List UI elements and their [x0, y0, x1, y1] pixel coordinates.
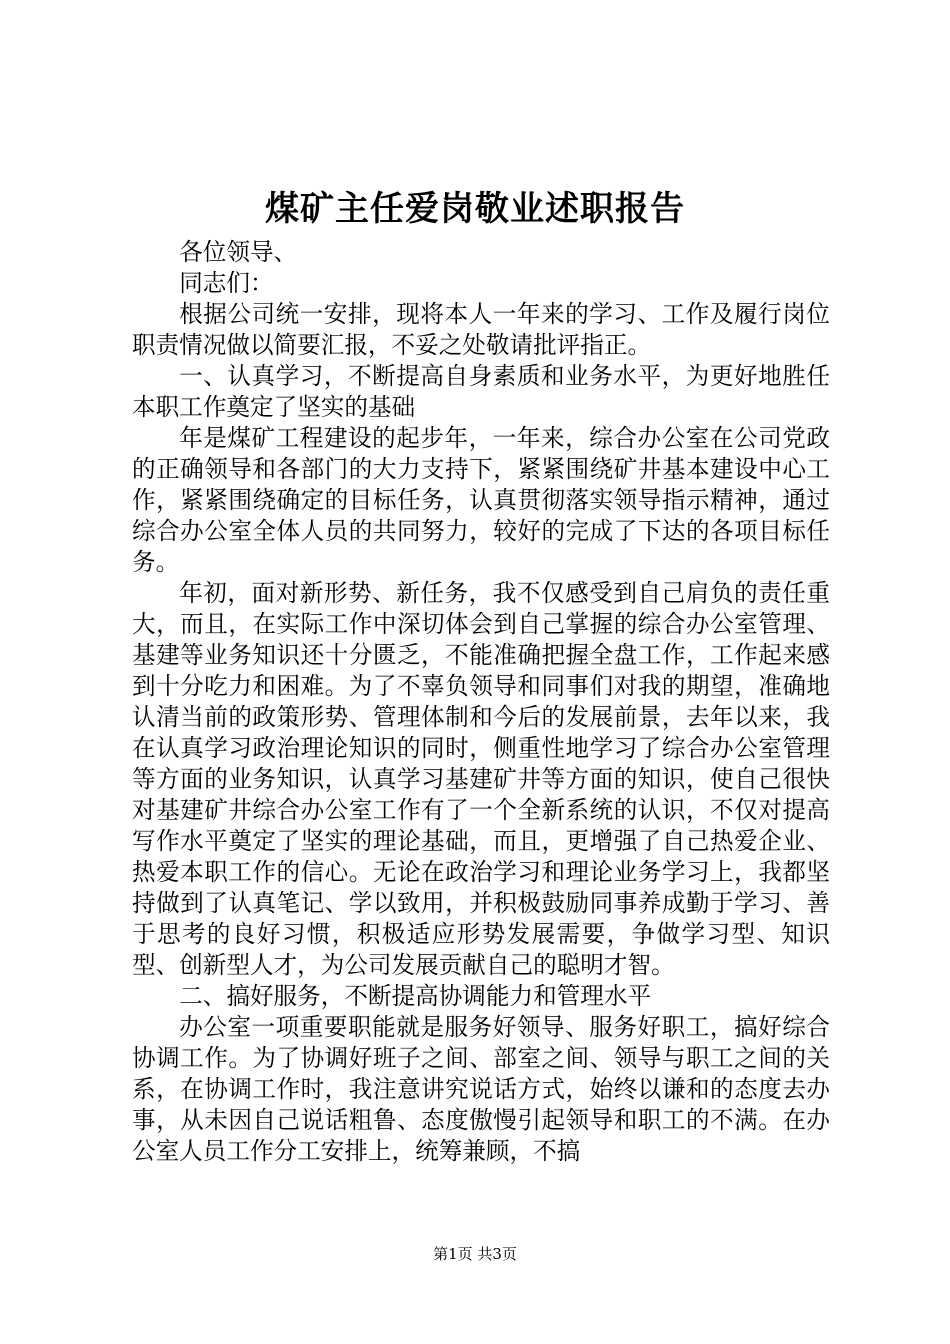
document-body — [132, 237, 830, 1167]
section-heading: 一、认真学习，不断提高自身素质和业务水平，为更好地胜任本职工作奠定了坚实的基础 — [132, 362, 830, 421]
page-number-footer: 第1页 共3页 — [433, 1245, 517, 1263]
document-title: 煤矿主任爱岗敬业述职报告 — [265, 189, 685, 229]
body-paragraph: 根据公司统一安排，现将本人一年来的学习、工作及履行岗位职责情况做以简要汇报，不妥之处敬请批评指正。 — [132, 300, 830, 359]
body-paragraph: 年是煤矿工程建设的起步年，一年来，综合办公室在公司党政的正确领导和各部门的大力支持下，紧紧围绕矿井基本建设中心工作，紧紧围绕确定的目标任务，认真贯彻落实领导指示精神，通过综合办公室全体人员的共同努力，较好的完成了下达的各项目标任务。 — [132, 424, 830, 576]
salutation-line: 同志们： — [179, 269, 274, 297]
section-heading: 二、搞好服务，不断提高协调能力和管理水平 — [179, 982, 652, 1010]
body-paragraph: 办公室一项重要职能就是服务好领导、服务好职工，搞好综合协调工作。为了协调好班子之间、部室之间、领导与职工之间的关系，在协调工作时，我注意讲究说话方式，始终以谦和的态度去办事，从未因自己说话粗鲁、态度傲慢引起领导和职工的不满。在办公室人员工作分工安排上，统筹兼顾，不搞 — [132, 1013, 830, 1165]
salutation-line: 各位领导、 — [179, 238, 298, 266]
body-paragraph: 年初，面对新形势、新任务，我不仅感受到自己肩负的责任重大，而且，在实际工作中深切体会到自己掌握的综合办公室管理、基建等业务知识还十分匮乏，不能准确把握全盘工作，工作起来感到十分吃力和困难。为了不辜负领导和同事们对我的期望，准确地认清当前的政策形势、管理体制和今后的发展前景，去年以来，我在认真学习政治理论知识的同时，侧重性地学习了综合办公室管理等方面的业务知识，认真学习基建矿井等方面的知识，使自己很快对基建矿井综合办公室工作有了一个全新系统的认识，不仅对提高写作水平奠定了坚实的理论基础，而且，更增强了自己热爱企业、热爱本职工作的信心。无论在政治学习和理论业务学习上，我都坚持做到了认真笔记、学以致用，并积极鼓励同事养成勤于学习、善于思考的良好习惯，积极适应形势发展需要，争做学习型、知识型、创新型人才，为公司发展贡献自己的聪明才智。 — [132, 579, 830, 979]
